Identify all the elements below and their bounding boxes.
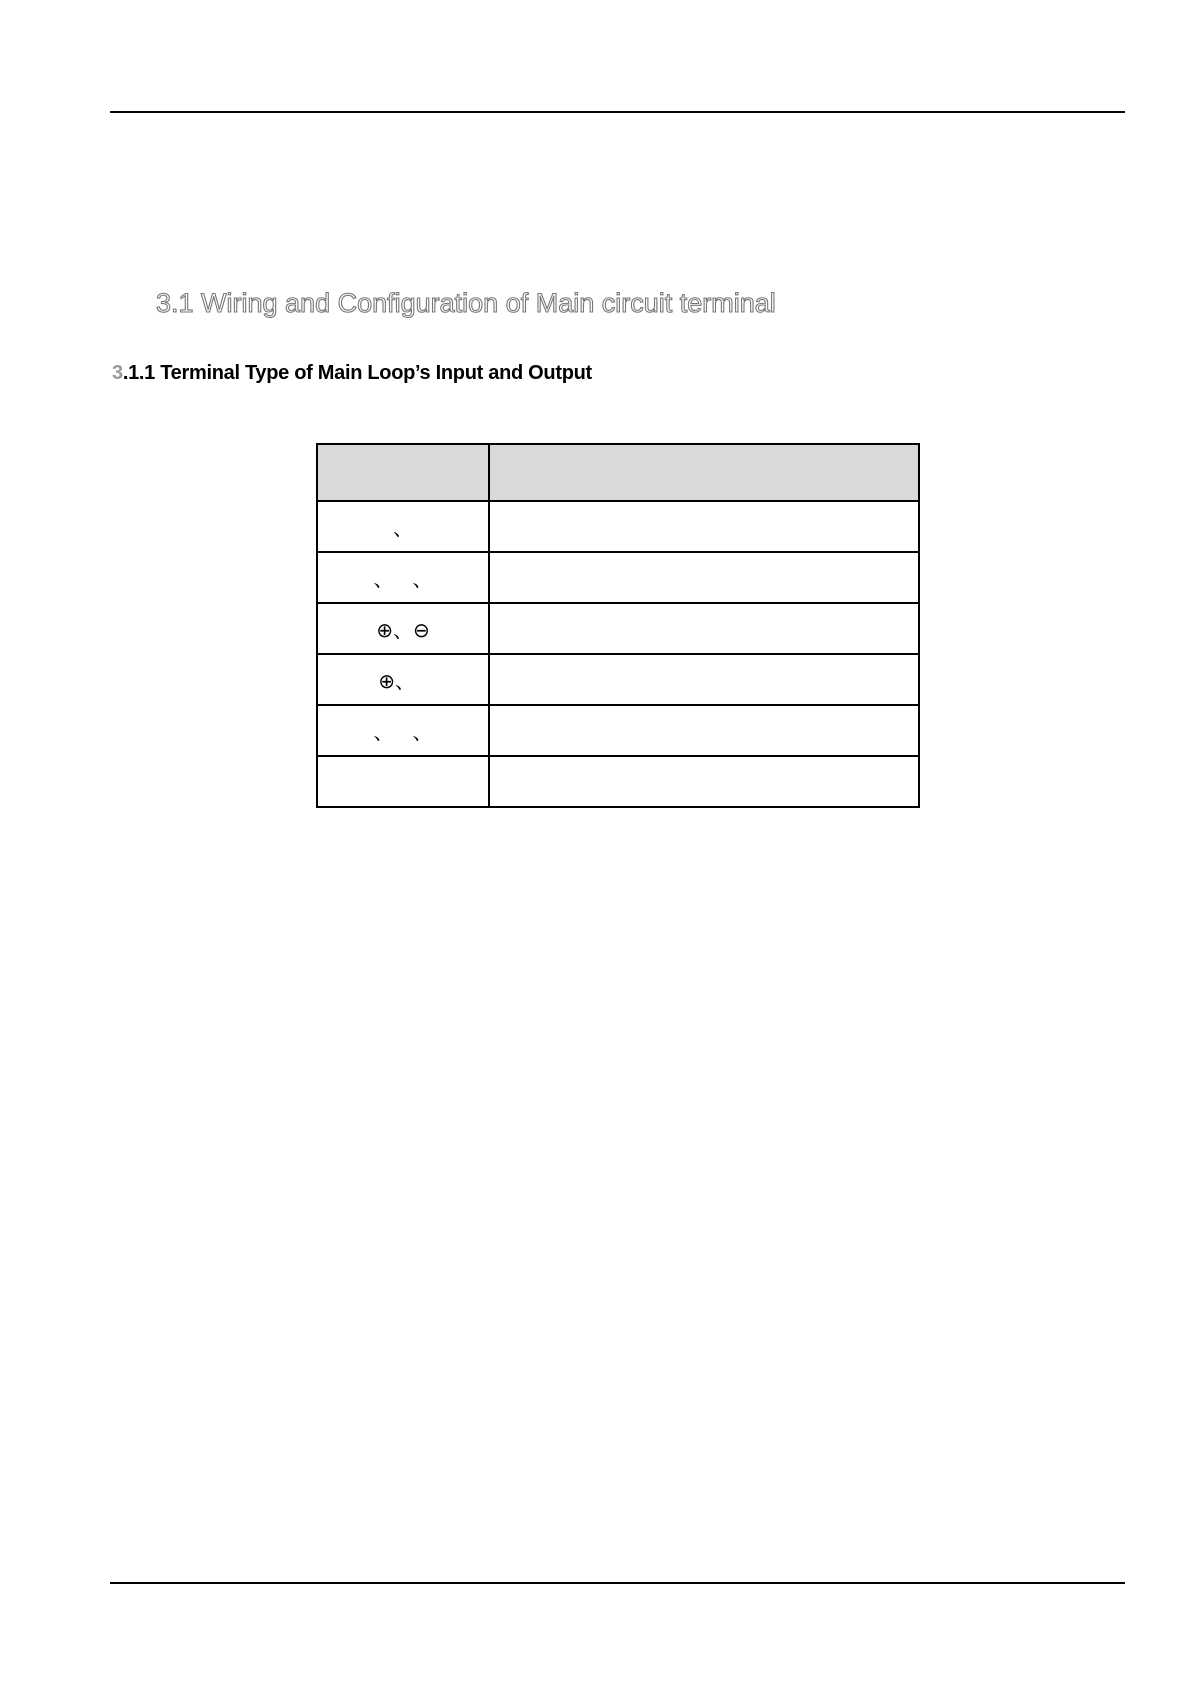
table-header-row: [317, 444, 919, 501]
table-cell-description: [489, 603, 919, 654]
table-header-description: [489, 444, 919, 501]
table-cell-description: [489, 501, 919, 552]
section-heading: 3.1 Wiring and Configuration of Main circuit terminal: [156, 288, 776, 318]
subsection-heading-text: .1.1 Terminal Type of Main Loop’s Input and Output: [122, 362, 592, 384]
terminal-table: [316, 443, 920, 808]
table-cell-description: [489, 705, 919, 756]
table-cell-terminal: 、 、: [317, 552, 489, 603]
table-cell-terminal: ⊕、: [317, 654, 489, 705]
table-row: [317, 756, 919, 807]
table-header-terminal: [317, 444, 489, 501]
table-cell-terminal: ⊕、⊖: [317, 603, 489, 654]
table-row: [317, 501, 919, 552]
subsection-heading-number: 3: [112, 362, 123, 384]
table-cell-description: [489, 756, 919, 807]
header-rule: [110, 111, 1125, 113]
table-cell-terminal: [317, 756, 489, 807]
table-row: [317, 705, 919, 756]
table-row: [317, 654, 919, 705]
table-row: [317, 552, 919, 603]
subsection-heading: [112, 362, 592, 385]
footer-rule: [110, 1582, 1125, 1584]
table-row: [317, 603, 919, 654]
table-cell-description: [489, 552, 919, 603]
table-cell-terminal: 、 、: [317, 705, 489, 756]
table-cell-terminal: 、: [317, 501, 489, 552]
table-cell-description: [489, 654, 919, 705]
